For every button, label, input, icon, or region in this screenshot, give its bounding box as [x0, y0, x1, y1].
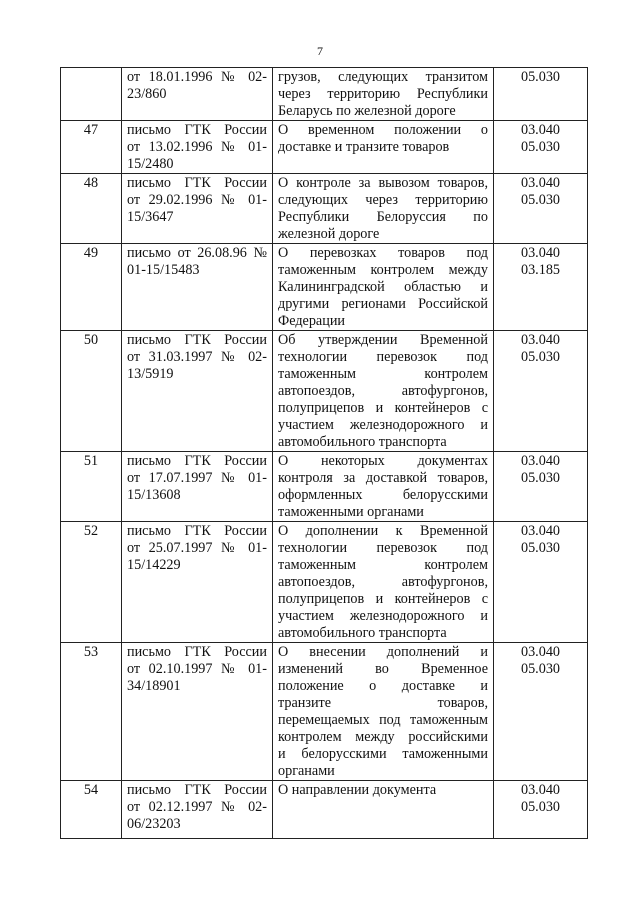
codes-line: 03.040	[520, 175, 560, 191]
row-number: 51	[61, 452, 122, 522]
codes-line: 05.030	[520, 69, 560, 85]
letter-cell	[122, 643, 273, 781]
subject-line: таможенными органами	[278, 504, 424, 520]
codes-line: 03.040	[520, 523, 560, 539]
subject-cell	[273, 331, 494, 452]
codes-cell	[494, 68, 588, 121]
row-number: 48	[61, 174, 122, 244]
table-row	[61, 781, 588, 839]
codes-cell	[494, 522, 588, 643]
subject-cell	[273, 68, 494, 121]
letter-line: 15/13608	[127, 487, 181, 503]
letter-line: письмо ГТК России	[127, 332, 267, 348]
letter-line: 15/3647	[127, 209, 174, 225]
letter-cell	[122, 121, 273, 174]
codes-line: 05.030	[520, 470, 560, 486]
letter-line: 15/2480	[127, 156, 174, 172]
row-number: 53	[61, 643, 122, 781]
subject-line: полуприцепов и контейнеров с	[278, 400, 488, 416]
codes-cell	[494, 244, 588, 331]
subject-line: участием железнодорожного и	[278, 608, 488, 624]
row-number: 49	[61, 244, 122, 331]
subject-line: Республики Белоруссия по	[278, 209, 488, 225]
codes-line: 05.030	[520, 540, 560, 556]
subject-cell	[273, 781, 494, 839]
subject-line: изменений во Временное	[278, 661, 488, 677]
row-number: 47	[61, 121, 122, 174]
table-row	[61, 121, 588, 174]
letter-line: от 13.02.1996 № 01-	[127, 139, 267, 155]
subject-line: железной дороге	[278, 226, 380, 242]
letter-cell	[122, 244, 273, 331]
subject-line: положение о доставке и	[278, 678, 488, 694]
codes-line: 03.040	[520, 245, 560, 261]
letter-line: от 29.02.1996 № 01-	[127, 192, 267, 208]
codes-cell	[494, 174, 588, 244]
subject-line: автопоездов, автофургонов,	[278, 383, 488, 399]
codes-line: 05.030	[520, 192, 560, 208]
subject-line: следующих через территорию	[278, 192, 488, 208]
letter-line: письмо ГТК России	[127, 644, 267, 660]
codes-line: 03.040	[520, 122, 560, 138]
documents-table	[60, 67, 588, 839]
subject-line: автомобильного транспорта	[278, 434, 447, 450]
table-row	[61, 174, 588, 244]
row-number: 54	[61, 781, 122, 839]
subject-line: О внесении дополнений и	[278, 644, 488, 660]
subject-line: контролем между российскими	[278, 729, 488, 745]
codes-line: 05.030	[520, 139, 560, 155]
subject-line: О временном положении о	[278, 122, 488, 138]
codes-cell	[494, 452, 588, 522]
letter-line: 23/860	[127, 86, 167, 102]
letter-line: 01-15/15483	[127, 262, 200, 278]
table-row	[61, 244, 588, 331]
subject-line: таможенным контролем	[278, 366, 488, 382]
subject-cell	[273, 522, 494, 643]
subject-line: Федерации	[278, 313, 346, 329]
subject-cell	[273, 174, 494, 244]
subject-line: Об утверждении Временной	[278, 332, 488, 348]
codes-line: 05.030	[520, 661, 560, 677]
codes-line: 03.040	[520, 453, 560, 469]
codes-cell	[494, 781, 588, 839]
table-row	[61, 68, 588, 121]
subject-line: таможенным контролем между	[278, 262, 488, 278]
letter-cell	[122, 174, 273, 244]
letter-cell	[122, 781, 273, 839]
subject-line: другими регионами Российской	[278, 296, 488, 312]
codes-line: 03.040	[520, 782, 560, 798]
page-number: 7	[317, 44, 323, 58]
letter-line: от 18.01.1996 № 02-	[127, 69, 267, 85]
subject-line: О некоторых документах	[278, 453, 488, 469]
letter-line: 34/18901	[127, 678, 181, 694]
subject-line: полуприцепов и контейнеров с	[278, 591, 488, 607]
codes-line: 05.030	[520, 349, 560, 365]
subject-line: автомобильного транспорта	[278, 625, 447, 641]
codes-line: 03.185	[520, 262, 560, 278]
row-number: 50	[61, 331, 122, 452]
letter-cell	[122, 452, 273, 522]
letter-line: письмо ГТК России	[127, 175, 267, 191]
subject-cell	[273, 643, 494, 781]
letter-line: от 02.12.1997 № 02-	[127, 799, 267, 815]
letter-line: 06/23203	[127, 816, 181, 832]
subject-line: грузов, следующих транзитом	[278, 69, 488, 85]
codes-line: 03.040	[520, 332, 560, 348]
table-row	[61, 331, 588, 452]
subject-line: перемещаемых под таможенным	[278, 712, 488, 728]
letter-line: 15/14229	[127, 557, 181, 573]
letter-line: письмо ГТК России	[127, 453, 267, 469]
letter-line: от 25.07.1997 № 01-	[127, 540, 267, 556]
subject-line: технологии перевозок под	[278, 540, 488, 556]
letter-line: от 02.10.1997 № 01-	[127, 661, 267, 677]
letter-cell	[122, 68, 273, 121]
letter-line: от 31.03.1997 № 02-	[127, 349, 267, 365]
subject-line: О дополнении к Временной	[278, 523, 488, 539]
subject-line: О контроле за вывозом товаров,	[278, 175, 488, 191]
subject-cell	[273, 244, 494, 331]
subject-line: технологии перевозок под	[278, 349, 488, 365]
subject-line: доставке и транзите товаров	[278, 139, 450, 155]
table-row	[61, 643, 588, 781]
letter-line: письмо от 26.08.96 №	[127, 245, 267, 261]
subject-line: О направлении документа	[278, 782, 437, 798]
subject-line: таможенным контролем	[278, 557, 488, 573]
subject-line: автопоездов, автофургонов,	[278, 574, 488, 590]
letter-cell	[122, 522, 273, 643]
subject-line: О перевозках товаров под	[278, 245, 488, 261]
letter-line: от 17.07.1997 № 01-	[127, 470, 267, 486]
subject-line: контроля за доставкой товаров,	[278, 470, 488, 486]
subject-line: через территорию Республики	[278, 86, 488, 102]
row-number: 52	[61, 522, 122, 643]
letter-line: письмо ГТК России	[127, 122, 267, 138]
row-number	[61, 68, 122, 121]
subject-line: Беларусь по железной дороге	[278, 103, 456, 119]
codes-line: 03.040	[520, 644, 560, 660]
codes-line: 05.030	[520, 799, 560, 815]
subject-line: участием железнодорожного и	[278, 417, 488, 433]
table-row	[61, 452, 588, 522]
subject-cell	[273, 452, 494, 522]
codes-cell	[494, 331, 588, 452]
codes-cell	[494, 121, 588, 174]
subject-cell	[273, 121, 494, 174]
codes-cell	[494, 643, 588, 781]
subject-line: оформленных белорусскими	[278, 487, 488, 503]
letter-line: письмо ГТК России	[127, 523, 267, 539]
letter-line: 13/5919	[127, 366, 174, 382]
subject-line: транзите товаров,	[278, 695, 488, 711]
letter-line: письмо ГТК России	[127, 782, 267, 798]
subject-line: органами	[278, 763, 335, 779]
subject-line: и белорусскими таможенными	[278, 746, 488, 762]
table-row	[61, 522, 588, 643]
subject-line: Калининградской областью и	[278, 279, 488, 295]
letter-cell	[122, 331, 273, 452]
